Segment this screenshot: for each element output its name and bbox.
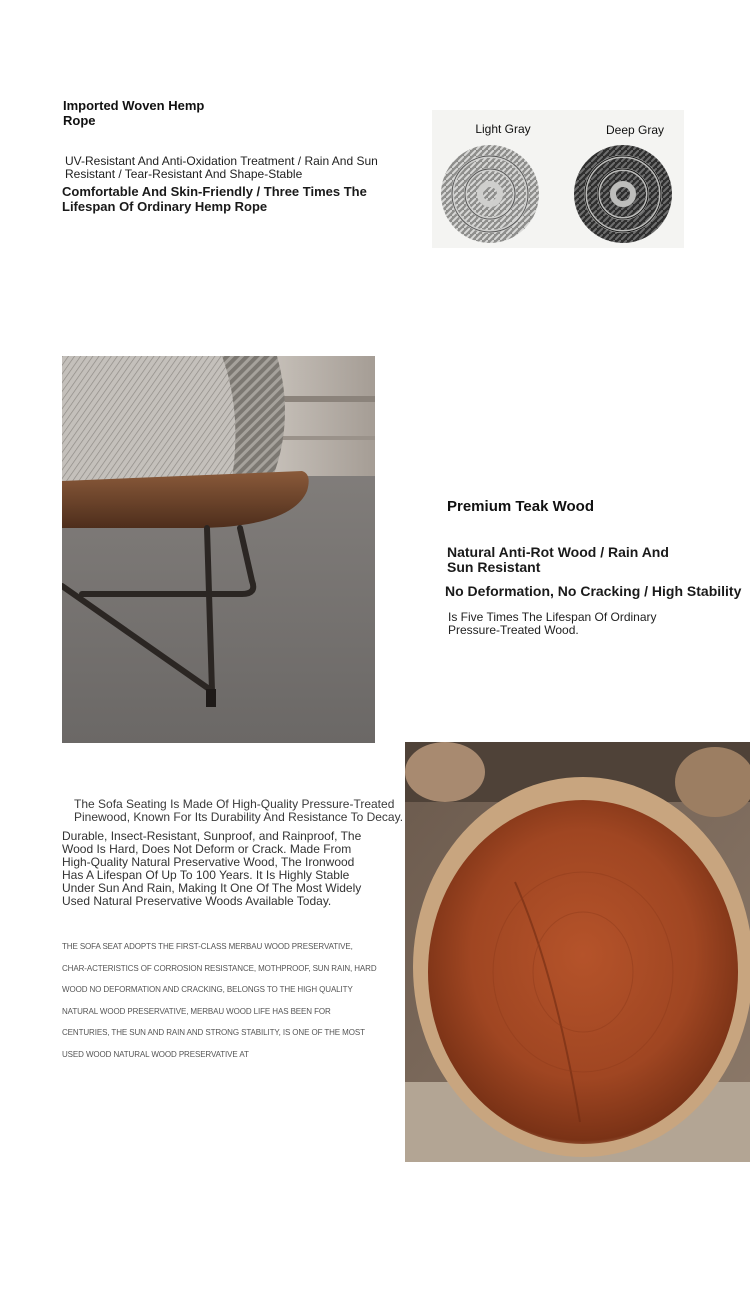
teak-log-photo — [405, 742, 750, 1162]
rope-feature-comfort: Comfortable And Skin-Friendly / Three Times The Lifespan Of Ordinary Hemp Rope — [62, 184, 367, 214]
seat-body: Durable, Insect-Resistant, Sunproof, and Rainproof, The Wood Is Hard, Does Not Deform or Crack. Made From High-Quality Natural Preservative Wood, The Ironwood Has A Lifespan Of Up To 100 Years. It Is Highly Stable Under Sun And Rain, Making It One Of The Most Widely Used Natural Preservative Woods Available Today. — [62, 829, 362, 908]
chair-leg-photo — [62, 356, 375, 743]
rope-feature-uv: UV-Resistant And Anti-Oxidation Treatment / Rain And Sun Resistant / Tear-Resistant And Shape-Stable — [65, 154, 378, 181]
swatch-light-gray-label: Light Gray — [475, 122, 531, 136]
teak-feature-stability: No Deformation, No Cracking / High Stability — [445, 583, 742, 599]
seat-caps-paragraph: THE SOFA SEAT ADOPTS THE FIRST-CLASS MERBAU WOOD PRESERVATIVE, CHAR-ACTERISTICS OF CORROSION RESISTANCE, MOTHPROOF, SUN RAIN, HARD WOOD NO DEFORMATION AND CRACKING, BELONGS TO THE HIGH QUALITY NATURAL WOOD PRESERVATIVE, MERBAU WOOD LIFE HAS BEEN FOR CENTURIES, THE SUN AND RAIN AND STRONG STABILITY, IS ONE OF THE MOST USED WOOD NATURAL WOOD PRESERVATIVE AT — [62, 942, 377, 1059]
light-gray-rope-coil-icon — [440, 144, 540, 244]
swatch-deep-gray-label: Deep Gray — [605, 123, 665, 137]
swatch-deep-gray — [561, 110, 684, 248]
swatch-light-gray — [432, 110, 561, 248]
teak-feature-anti-rot: Natural Anti-Rot Wood / Rain And Sun Resistant — [447, 544, 669, 575]
rope-title: Imported Woven Hemp Rope — [63, 98, 205, 128]
teak-title: Premium Teak Wood — [447, 498, 594, 515]
deep-gray-rope-coil-icon — [573, 144, 673, 244]
seat-intro: The Sofa Seating Is Made Of High-Quality Pressure-Treated Pinewood, Known For Its Durability And Resistance To Decay. — [74, 797, 404, 824]
teak-feature-lifespan: Is Five Times The Lifespan Of Ordinary Pressure-Treated Wood. — [448, 610, 657, 637]
